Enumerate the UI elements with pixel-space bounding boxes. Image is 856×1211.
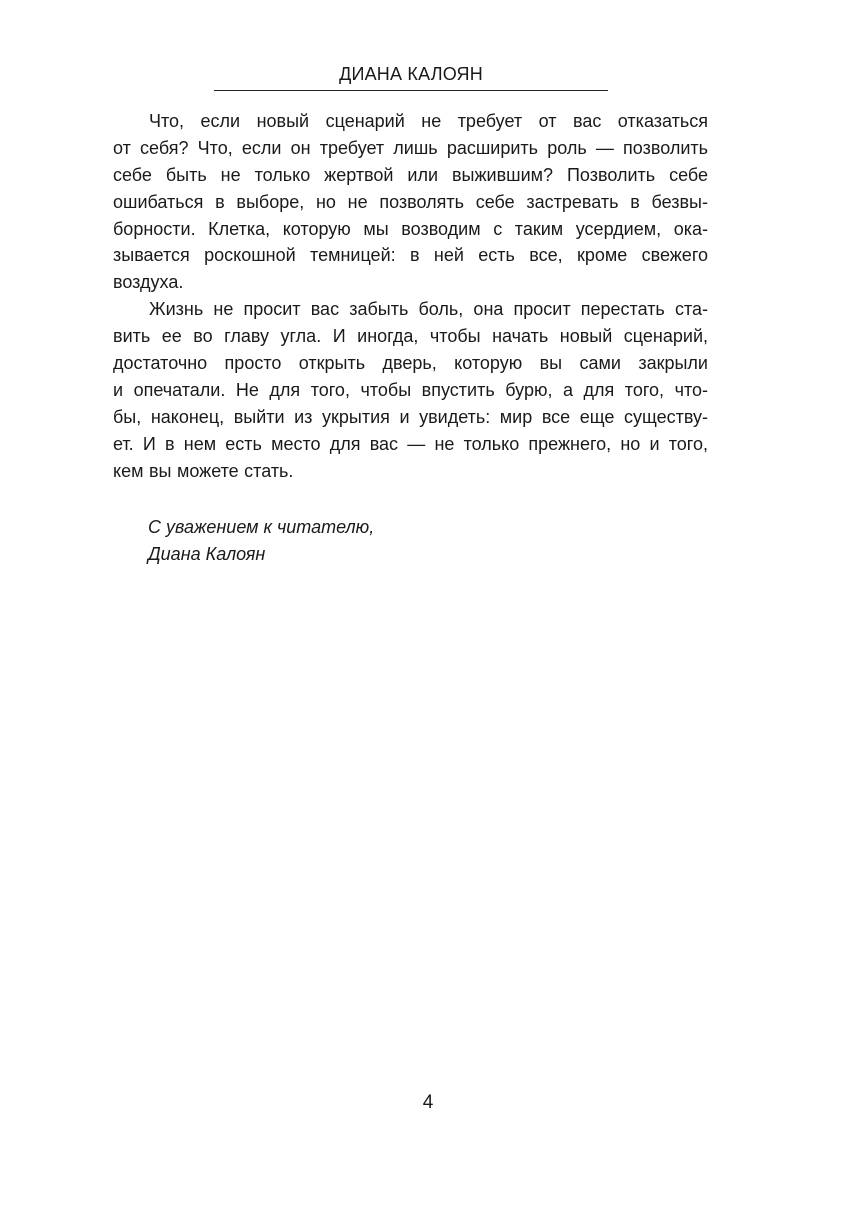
header-rule <box>214 90 608 91</box>
paragraph-1-line: себе быть не только жертвой или выжившим? Позволить себе <box>113 164 708 185</box>
paragraph-1-line: Что, если новый сценарий не требует от вас отказаться <box>149 111 708 131</box>
body-text <box>113 108 708 484</box>
paragraph-1-line: от себя? Что, если он требует лишь расширить роль — позволить <box>113 137 708 158</box>
paragraph-2-line: и опечатали. Не для того, чтобы впустить бурю, а для того, что- <box>113 379 708 400</box>
signature-author: Диана Калоян <box>148 544 266 564</box>
paragraph-2-line: бы, наконец, выйти из укрытия и увидеть: мир все еще существу- <box>113 406 708 427</box>
paragraph-1-line: зывается роскошной темницей: в ней есть все, кроме свежего <box>113 245 708 266</box>
running-header: ДИАНА КАЛОЯН <box>339 64 483 84</box>
page-number: 4 <box>422 1092 434 1113</box>
paragraph-1-line: ошибаться в выборе, но не позволять себе застревать в безвы- <box>113 191 708 212</box>
paragraph-2-line: ет. И в нем есть место для вас — не только прежнего, но и того, <box>113 433 708 454</box>
paragraph-2-line: достаточно просто открыть дверь, которую вы сами закрыли <box>113 353 708 374</box>
paragraph-1-line: борности. Клетка, которую мы возводим с таким усердием, ока- <box>113 218 708 239</box>
signature-block <box>148 514 374 568</box>
paragraph-2-line: Жизнь не просит вас забыть боль, она просит перестать ста- <box>149 299 708 320</box>
paragraph-2-line: кем вы можете стать. <box>113 460 294 481</box>
paragraph-1-line: воздуха. <box>113 272 184 293</box>
signature-closing: С уважением к читателю, <box>148 517 375 537</box>
paragraph-2-line: вить ее во главу угла. И иногда, чтобы начать новый сценарий, <box>113 326 708 347</box>
